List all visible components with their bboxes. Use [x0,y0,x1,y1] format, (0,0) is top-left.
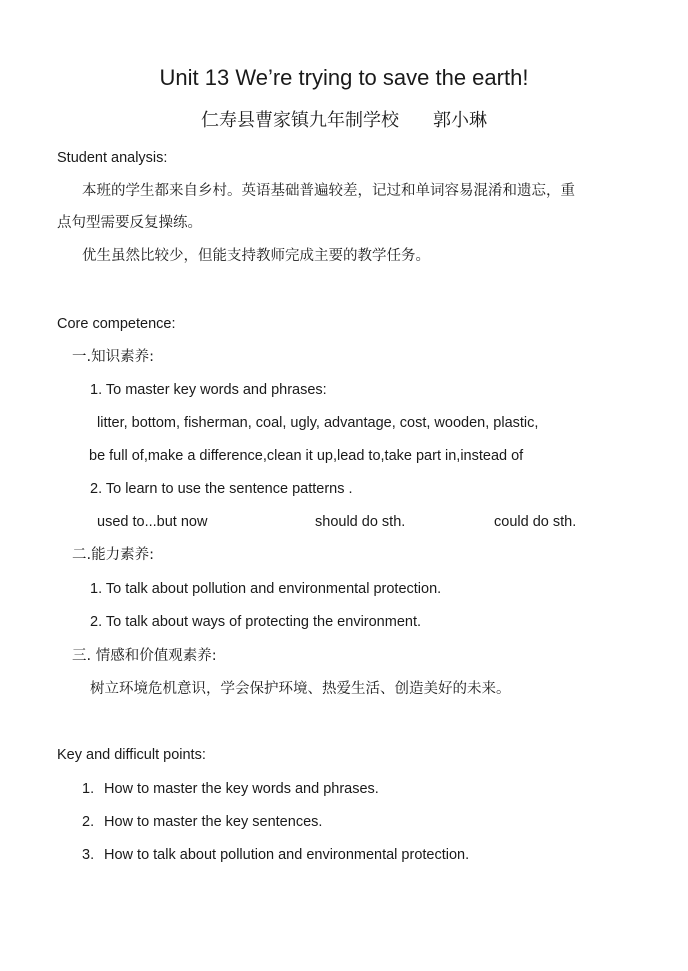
sentence-pattern-3: could do sth. [494,514,577,530]
knowledge-item-1: 1. To master key words and phrases: [90,382,327,398]
knowledge-item-2: 2. To learn to use the sentence patterns . [90,481,353,497]
document-title: Unit 13 We’re trying to save the earth! [159,65,529,90]
key-point-number: 3. [82,847,95,863]
sentence-pattern-1: used to...but now [97,514,208,530]
author-name: 郭小琳 [433,110,487,130]
core-competence-heading: Core competence: [57,316,176,332]
student-analysis-para1-line2: 点句型需要反复操练。 [57,215,202,231]
key-point-number: 2. [82,814,95,830]
ability-item-2: 2. To talk about ways of protecting the environment. [90,614,422,630]
key-phrases-list: be full of,make a difference,clean it up,lead to,take part in,instead of [89,448,524,464]
values-text: 树立环境危机意识，学会保护环境、热爱生活、创造美好的未来。 [90,681,511,697]
sentence-pattern-2: should do sth. [315,514,406,530]
key-points-heading: Key and difficult points: [57,747,206,763]
student-analysis-heading: Student analysis: [57,150,168,166]
key-point-text: How to master the key words and phrases. [104,781,379,797]
student-analysis-para2: 优生虽然比较少，但能支持教师完成主要的教学任务。 [82,248,430,264]
ability-section-heading: 二.能力素养: [72,547,154,563]
student-analysis-para1-line1: 本班的学生都来自乡村。英语基础普遍较差，记过和单词容易混淆和遗忘，重 [82,183,575,199]
key-words-list: litter, bottom, fisherman, coal, ugly, advantage, cost, wooden, plastic, [97,415,539,431]
ability-item-1: 1. To talk about pollution and environmental protection. [90,581,442,597]
knowledge-section-heading: 一.知识素养: [72,349,154,365]
values-section-heading: 三. 情感和价值观素养: [72,648,217,664]
key-point-number: 1. [82,781,95,797]
key-point-text: How to talk about pollution and environmental protection. [104,847,470,863]
school-name: 仁寿县曹家镇九年制学校 [201,110,399,130]
subtitle [0,108,688,132]
key-point-text: How to master the key sentences. [104,814,323,830]
